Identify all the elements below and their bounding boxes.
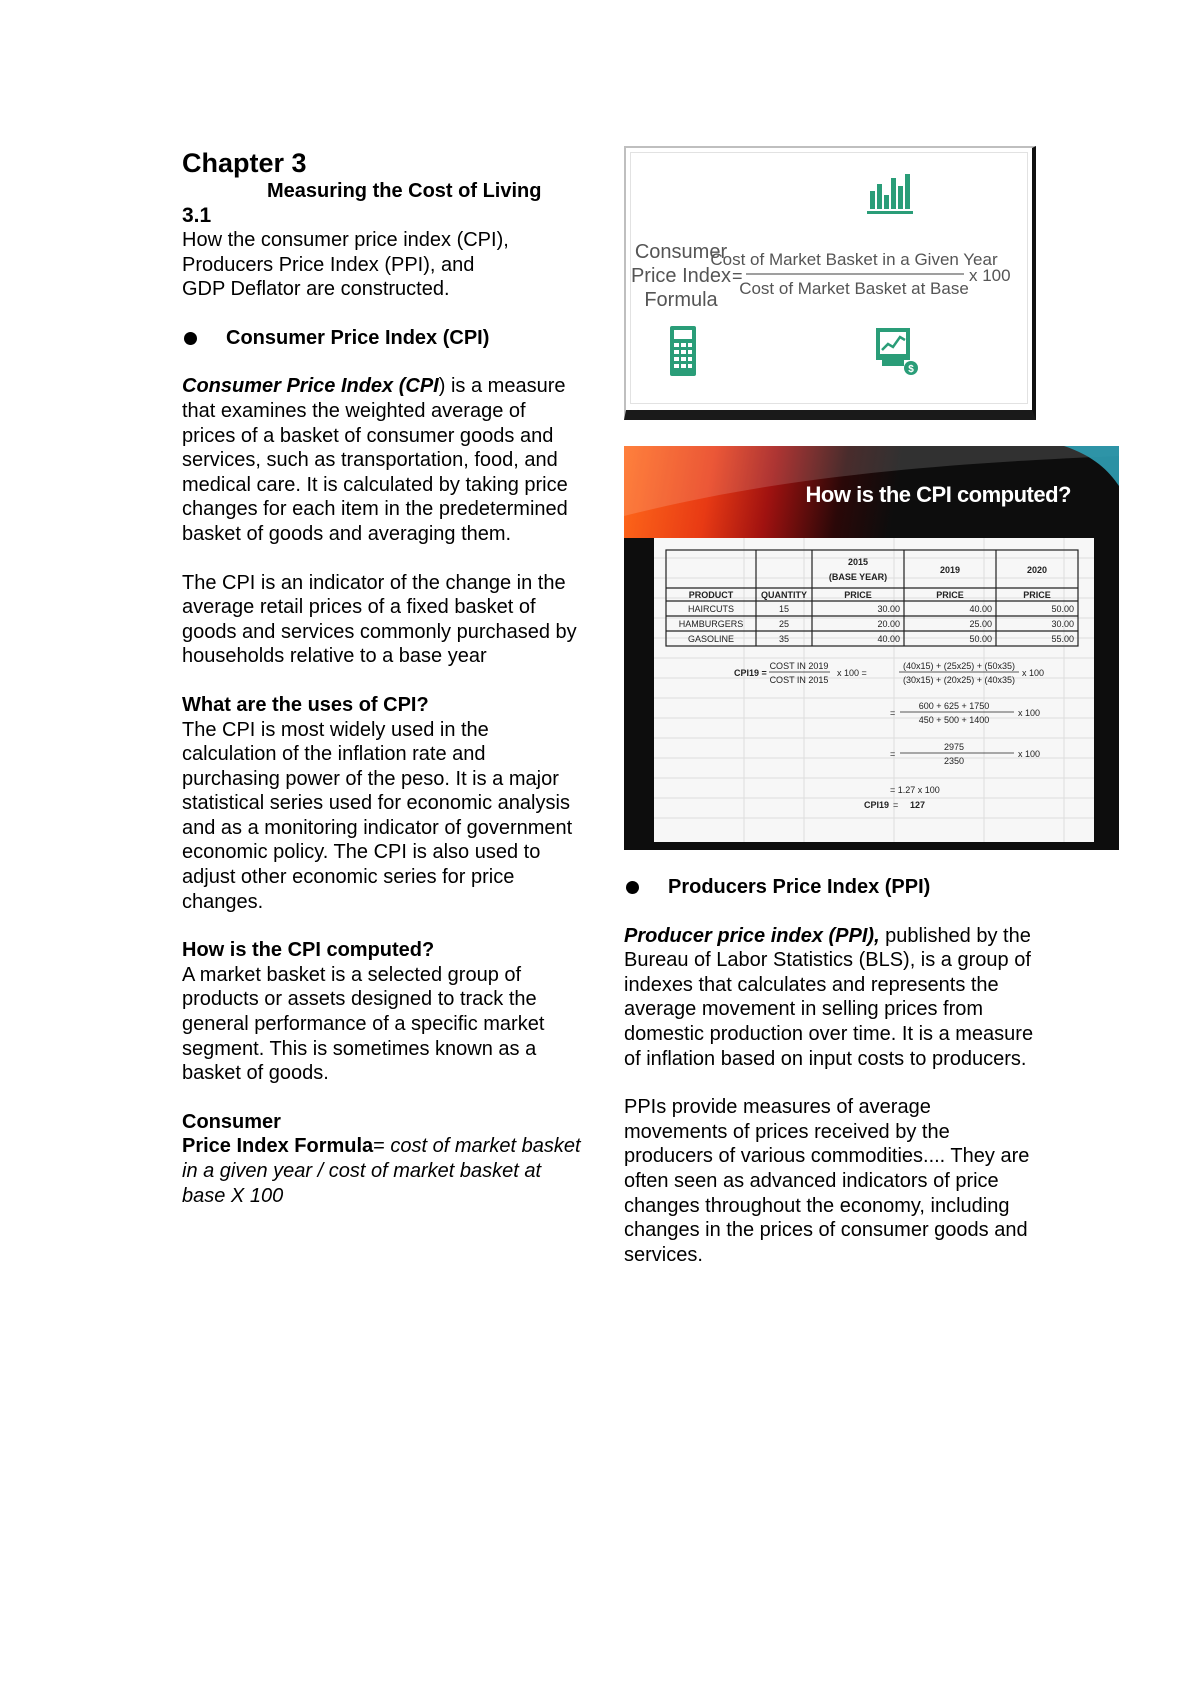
cpi-heading-text: Consumer Price Index (CPI): [226, 326, 490, 349]
right-column: [624, 875, 1034, 1267]
chapter-subtitle: Measuring the Cost of Living: [267, 180, 542, 202]
cpi-calculation: [734, 661, 1044, 810]
cpi-computation-figure: [624, 446, 1119, 850]
row2-p2019: 25.00: [969, 619, 992, 629]
formula-paragraph: [182, 1134, 582, 1208]
calc-result-label: CPI19: [864, 800, 890, 810]
ppi-term: Producer price index (PPI),: [624, 924, 880, 947]
cpi-definition-text: is a measure that examines the weighted average of prices of a basket of consumer goods and services, such as transportation, food, and medical care. It is calculated by taking price changes for each item in the predetermined basket of goods and averaging them.: [182, 375, 568, 545]
row1-p2020: 50.00: [1051, 604, 1074, 614]
calculator-icon: [670, 326, 696, 376]
calc-eq-2: =: [890, 708, 896, 718]
calc-denominator-1: (30x15) + (20x25) + (40x35): [902, 675, 1016, 685]
calc-x100-3: x 100: [1018, 749, 1041, 759]
intro-line-3: GDP Deflator are constructed.: [182, 278, 450, 301]
ppi-definition-text: published by the Bureau of Labor Statistics (BLS), is a group of indexes that calculates and represents the average movement in selling prices from domestic production over time. It is a measure of inflation based on input costs to producers.: [624, 924, 1034, 1070]
computed-paragraph: A market basket is a selected group of products or assets designed to track the general performance of a specific market segment. This is sometimes known as a basket of goods.: [182, 963, 545, 1085]
year-2019: 2019: [939, 565, 961, 575]
row2-p2015: 20.00: [877, 619, 900, 629]
formula-label-1: Consumer: [182, 1110, 281, 1133]
row1-p2019: 40.00: [969, 604, 992, 614]
bullet-icon: [626, 881, 639, 894]
calc-denominator-2: 450 + 500 + 1400: [918, 715, 990, 725]
cpi-formula-figure: [624, 146, 1036, 420]
fig1-label-line-3: Formula: [644, 289, 718, 311]
calc-numerator-2: 600 + 625 + 1750: [918, 701, 990, 711]
ppi-heading: [624, 875, 1034, 900]
row1-p2015: 30.00: [877, 604, 900, 614]
chapter-title: Chapter 3: [182, 148, 307, 178]
year-2015: 2015: [847, 557, 869, 567]
bullet-icon: [184, 332, 197, 345]
col-header-price-2015: PRICE: [844, 590, 872, 600]
calc-result-1: = 1.27 x 100: [890, 785, 940, 795]
cpi-definition: [182, 374, 582, 546]
ppi-heading-text: Producers Price Index (PPI): [668, 876, 931, 898]
row3-p2020: 55.00: [1051, 634, 1074, 644]
cpi-heading: [182, 326, 582, 351]
computed-heading: How is the CPI computed?: [182, 939, 435, 962]
calc-x100-eq: x 100 =: [837, 668, 867, 678]
cpi-term-paren: ): [438, 375, 446, 398]
col-header-product: PRODUCT: [688, 590, 734, 600]
svg-text:$: $: [908, 364, 914, 375]
fig1-numerator: Cost of Market Basket in a Given Year: [710, 250, 998, 269]
calc-denominator-3: 2350: [943, 756, 965, 766]
calc-numerator-3: 2975: [943, 742, 965, 752]
calc-x100-2: x 100: [1018, 708, 1041, 718]
row2-p2020: 30.00: [1051, 619, 1074, 629]
row1-qty: 15: [778, 604, 790, 614]
fig1-denominator: Cost of Market Basket at Base: [739, 279, 969, 298]
ppi-definition: [624, 924, 1034, 1072]
cpi-formula-graphic: [626, 148, 1032, 410]
year-2020: 2020: [1026, 565, 1048, 575]
monitor-chart-icon: [876, 328, 918, 375]
ppi-measures-paragraph: PPIs provide measures of average movements of prices received by the producers of various commodities.... They are often seen as advanced indicators of price changes throughout the economy, including changes in the prices of consumer goods and services.: [624, 1096, 1030, 1266]
spreadsheet: [654, 538, 1094, 842]
col-header-price-2020: PRICE: [1023, 590, 1051, 600]
calc-cost-2019: COST IN 2019: [769, 661, 829, 671]
fig1-label-line-1: Consumer: [634, 241, 728, 263]
row3-p2019: 50.00: [969, 634, 992, 644]
left-column: [182, 148, 582, 1208]
calc-x100-1: x 100: [1022, 668, 1045, 678]
calc-result-value: 127: [910, 800, 926, 810]
col-header-quantity: QUANTITY: [761, 590, 807, 600]
calc-cpi19-label: CPI19 =: [734, 668, 767, 678]
row2-product: HAMBURGERS: [678, 619, 744, 629]
cpi-term: Consumer Price Index (CPI: [182, 375, 439, 398]
calc-numerator-1: (40x15) + (25x25) + (50x35): [902, 661, 1016, 671]
intro-line-1: How the consumer price index (CPI),: [182, 229, 509, 251]
col-header-price-2019: PRICE: [936, 590, 964, 600]
section-number: 3.1: [182, 204, 212, 227]
spreadsheet-graphic: [654, 538, 1094, 842]
row2-qty: 25: [778, 619, 790, 629]
formula-group: [631, 241, 1011, 311]
bar-chart-icon: [867, 174, 913, 214]
cpi-indicator-paragraph: The CPI is an indicator of the change in the average retail prices of a fixed basket of goods and services commonly purchased by households relative to a base year: [182, 571, 577, 668]
intro-line-2: Producers Price Index (PPI), and: [182, 253, 475, 276]
row3-qty: 35: [778, 634, 790, 644]
fig2-title: How is the CPI computed?: [805, 482, 1071, 507]
spreadsheet-grid: [654, 538, 1094, 842]
formula-text: cost of market basket in a given year / cost of market basket at base X 100: [182, 1135, 581, 1207]
calc-eq-3: =: [890, 749, 896, 759]
uses-heading: What are the uses of CPI?: [182, 693, 429, 716]
base-year-label: (BASE YEAR): [828, 572, 888, 582]
fig1-equals: =: [732, 266, 743, 286]
formula-equals: =: [373, 1135, 391, 1158]
row3-product: GASOLINE: [687, 634, 735, 644]
row1-product: HAIRCUTS: [687, 604, 735, 614]
calc-result-eq: =: [893, 800, 899, 810]
calc-cost-2015: COST IN 2015: [769, 675, 829, 685]
fig1-label-line-2: Price Index: [630, 265, 732, 287]
row3-p2015: 40.00: [877, 634, 900, 644]
formula-label-2: Price Index Formula: [182, 1135, 374, 1158]
uses-paragraph: The CPI is most widely used in the calculation of the inflation rate and purchasing power of the peso. It is a major statistical series used for economic analysis and as a monitoring indicator of government economic policy. The CPI is also used to adjust other economic series for price changes.: [182, 718, 573, 913]
fig1-multiplier: x 100: [969, 266, 1011, 285]
